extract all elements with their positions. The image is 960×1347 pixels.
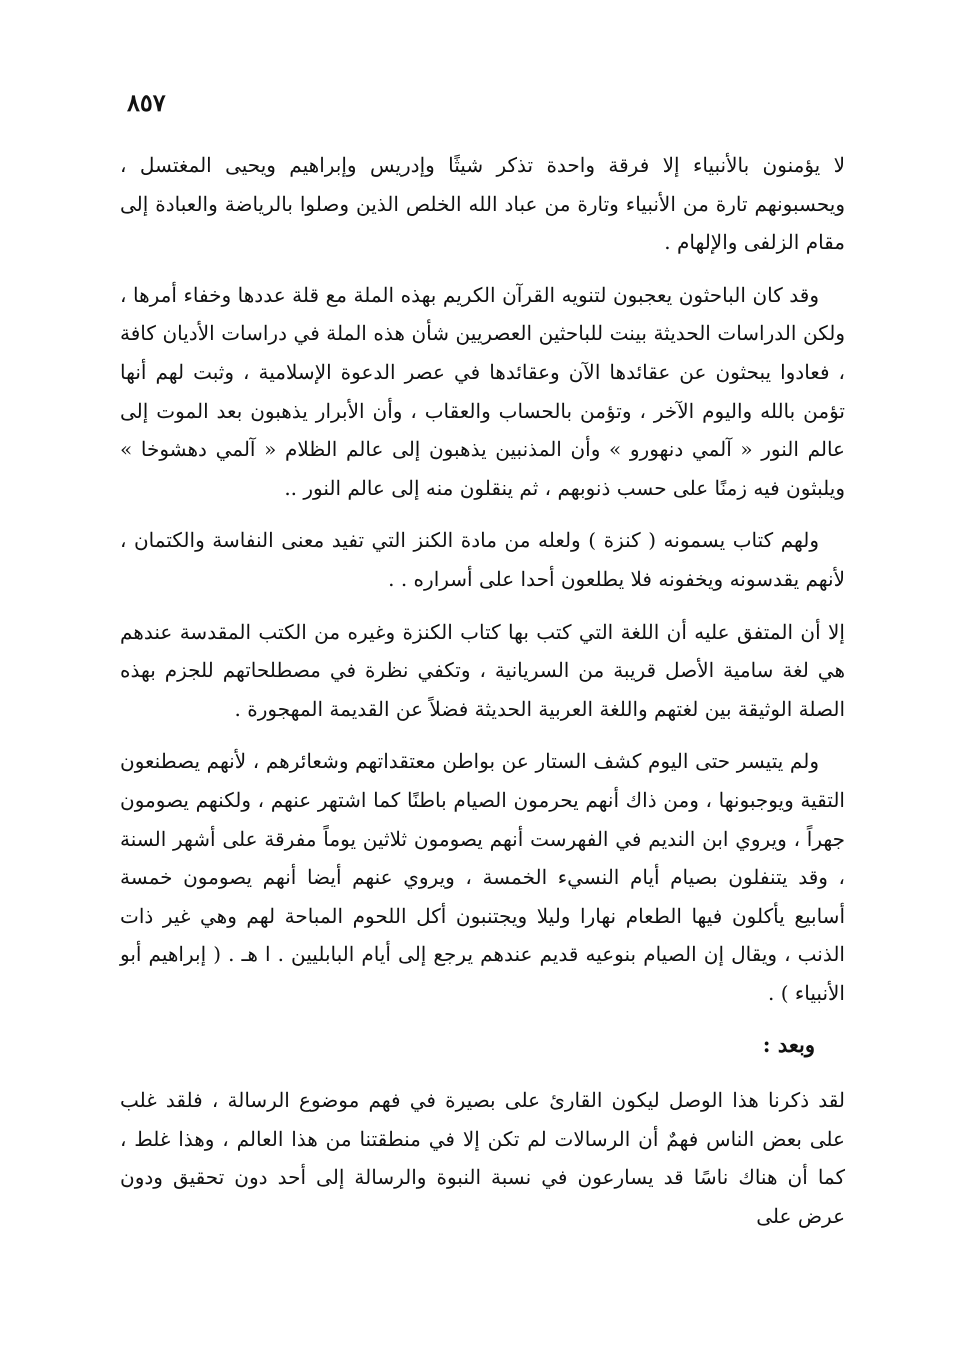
paragraph-5: ولم يتيسر حتى اليوم كشف الستار عن بواطن معتقداتهم وشعائرهم ، لأنهم يصطنعون التقية ويوجبونها ، ومن ذاك أنهم يحرمون الصيام باطنًا كما اشتهر عنهم ، ولكنهم يصومون جهراً ، ويروي ابن النديم في الفهرست أنهم يصومون ثلاثين يوماً مفرقة على أشهر السنة ، وقد يتنفلون بصيام أيام النسيء الخمسة ، ويروي عنهم أيضا أنهم يصومون خمسة أسابيع يأكلون فيها الطعام نهارا وليلا ويجتنبون أكل اللحوم المباحة لهم وهي غير ذات الذنب ، ويقال إن الصيام بنوعيه قديم عندهم يرجع إلى أيام البابليين . ا هـ . ( إبراهيم أبو الأنبياء ) . — [120, 749, 845, 1005]
body-text — [120, 146, 845, 1249]
paragraph-4: إلا أن المتفق عليه أن اللغة التي كتب بها كتاب الكنزة وغيره من الكتب المقدسة عندهم هي لغة سامية الأصل قريبة من السريانية ، وتكفي نظرة في مصطلحاتهم للجزم بهذه الصلة الوثيقة بين لغتهم واللغة العربية الحديثة فضلاً عن القديمة المهجورة . — [120, 619, 846, 721]
page-number: ٨٥٧ — [127, 88, 166, 117]
section-heading: وبعد : — [762, 1032, 815, 1058]
paragraph-closing: لقد ذكرنا هذا الوصل ليكون القارئ على بصيرة في فهم موضوع الرسالة ، فلقد غلب على بعض الناس فهمٌ أن الرسالات لم تكن إلا في منطقتنا من هذا العالم ، وهذا غلط ، كما أن هناك ناسًا قد يسارعون في نسبة النبوة والرسالة إلى أحد دون تحقيق ودون عرض على — [120, 1088, 845, 1228]
paragraph-2: وقد كان الباحثون يعجبون لتنويه القرآن الكريم بهذه الملة مع قلة عددها وخفاء أمرها ، ولكن الدراسات الحديثة بينت للباحثين العصريين شأن هذه الملة في دراسات الأديان كافة ، فعادوا يبحثون عن عقائدها الآن وعقائدها في عصر الدعوة الإسلامية ، وثبت لهم أنها تؤمن بالله واليوم الآخر ، وتؤمن بالحساب والعقاب ، وأن الأبرار يذهبون بعد الموت إلى عالم النور « آلمي دنهورو » وأن المذنبين يذهبون إلى عالم الظلام « آلمي دهشوخا » ويلبثون فيه زمنًا على حسب ذنوبهم ، ثم ينقلون منه إلى عالم النور .. — [120, 282, 845, 500]
paragraph-1: لا يؤمنون بالأنبياء إلا فرقة واحدة تذكر شيثًا وإدريس وإبراهيم ويحيى المغتسل ، ويحسبونهم تارة من الأنبياء وتارة من عباد الله الخلص الذين وصلوا بالرياضة والعبادة إلى مقام الزلفى والإلهام . — [120, 153, 845, 255]
paragraph-3: ولهم كتاب يسمونه ( كنزة ) ولعله من مادة الكنز التي تفيد معنى النفاسة والكتمان ، لأنهم يقدسونه ويخفونه فلا يطلعون أحدا على أسراره . . — [120, 528, 845, 591]
